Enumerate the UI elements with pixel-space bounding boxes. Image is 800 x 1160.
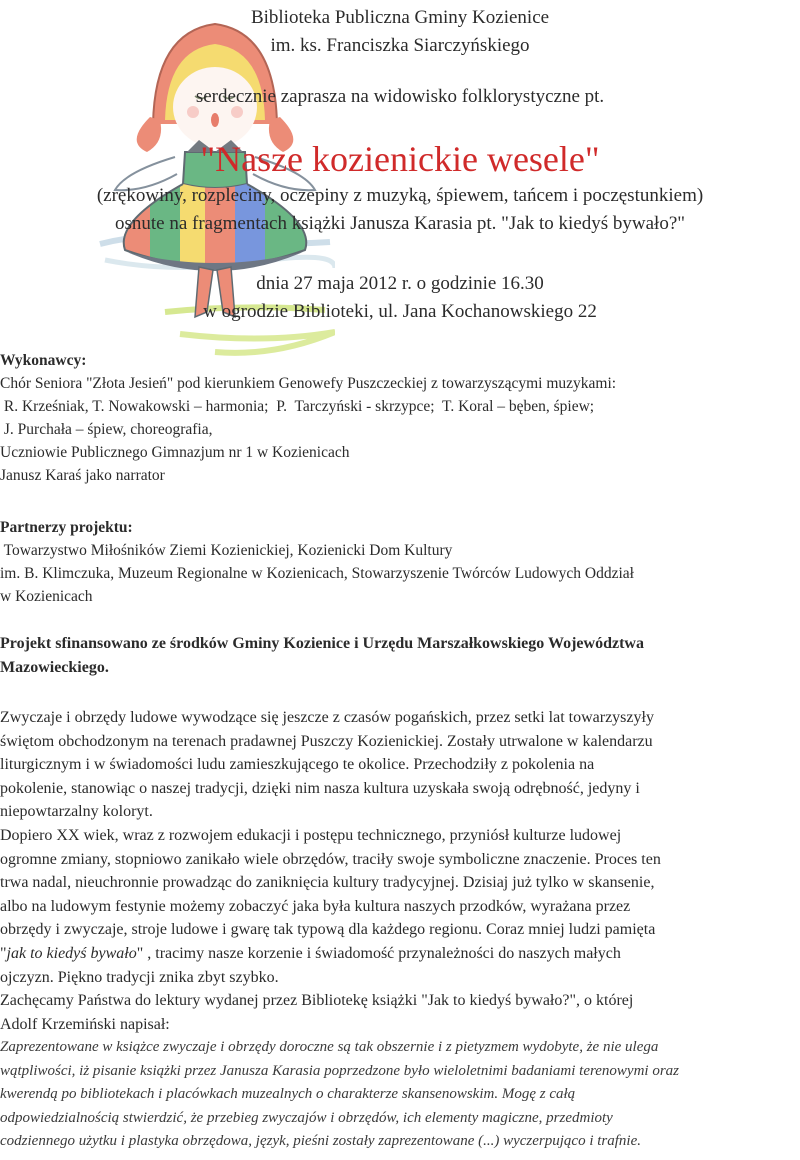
essay-section — [0, 706, 800, 1154]
partners-heading: Partnerzy projektu: — [0, 519, 133, 536]
essay-line-rest: " , tracimy nasze korzenie i świadomość przynależności do naszych małych — [136, 944, 621, 962]
essay-line: pokolenie, stanowiąc o naszej tradycji, dzięki nim nasza kultura uzyskała swoją odrębność, jedyny i — [0, 779, 640, 797]
quote-line: codziennego użytku i plastyka obrzędowa, język, pieśni zostały zaprezentowane (...) wyczerpująco i trafnie. — [0, 1133, 642, 1150]
event-subtitle-line: (zrękowiny, rozpleciny, oczepiny z muzyką, śpiewem, tańcem i poczęstunkiem) — [96, 185, 704, 206]
quote-mark: " — [0, 944, 7, 962]
essay-line: świętom obchodzonym na terenach pradawnej Puszczy Kozienickiej. Zostały utrwalone w kalendarzu — [0, 732, 653, 750]
essay-line: Zwyczaje i obrzędy ludowe wywodzące się jeszcze z czasów pogańskich, przez setki lat towarzyszyły — [0, 709, 654, 726]
essay-line-with-quote — [0, 942, 800, 966]
event-date: dnia 27 maja 2012 r. o godzinie 16.30 — [256, 273, 544, 294]
quote-line: Zaprezentowane w książce zwyczaje i obrzędy doroczne są tak obszernie i z pietyzmem wydobyte, że nie ulega — [0, 1039, 659, 1056]
essay-line: niepowtarzalny koloryt. — [0, 803, 153, 821]
event-subtitle-line: osnute na fragmentach książki Janusza Karasia pt. "Jak to kiedyś bywało?" — [114, 213, 686, 234]
performers-line: Chór Seniora "Złota Jesień" pod kierunkiem Genowefy Puszczeckiej z towarzyszącymi muzykami: — [0, 375, 617, 392]
review-quote — [0, 1036, 800, 1154]
quote-line: kwerendą po bibliotekach i placówkach muzealnych o charakterze skansenowskim. Mogę z całą — [0, 1086, 576, 1103]
book-title-italic: jak to kiedyś bywało — [6, 944, 137, 962]
performers-line: R. Krześniak, T. Nowakowski – harmonia; P. Tarczyński - skrzypce; T. Koral – bęben, śpiew; — [0, 398, 595, 415]
event-subtitle — [0, 182, 800, 238]
event-when-where — [0, 270, 800, 326]
partners-line: Towarzystwo Miłośników Ziemi Kozienickiej, Kozienicki Dom Kultury — [0, 542, 453, 559]
performers-heading: Wykonawcy: — [0, 352, 87, 369]
essay-line: obrzędy i zwyczaje, stroje ludowe i gwarę tak typową dla każdego regionu. Coraz mniej ludzi pamięta — [0, 921, 656, 939]
quote-line: odpowiedzialnością stwierdzić, że przebieg zwyczajów i obrzędów, ich elementy magiczne, przedmioty — [0, 1109, 613, 1126]
event-title: "Nasze kozienickie wesele" — [200, 139, 600, 179]
essay-line: albo na ludowym festynie możemy zobaczyć jaka była kultura naszych przodków, wyrażana przez — [0, 897, 631, 915]
funding-line: Mazowieckiego. — [0, 658, 109, 676]
funding-statement — [0, 632, 800, 679]
essay-line: liturgicznym i w świadomości ludu zamieszkującego te okolice. Przechodziły z pokolenia na — [0, 756, 595, 774]
performers-line: J. Purchała – śpiew, choreografia, — [0, 421, 213, 438]
partners-line: im. B. Klimczuka, Muzeum Regionalne w Kozienicach, Stowarzyszenie Twórców Ludowych Oddział — [0, 565, 634, 582]
essay-line: Zachęcamy Państwa do lektury wydanej przez Bibliotekę książki "Jak to kiedyś bywało?", o której — [0, 992, 634, 1010]
essay-line: Dopiero XX wiek, wraz z rozwojem edukacji i postępu technicznego, przyniósł kulturze ludowej — [0, 826, 622, 844]
invitation-text: serdecznie zaprasza na widowisko folklorystyczne pt. — [195, 86, 605, 107]
essay-line: ogromne zmiany, stopniowo zanikało wiele obrzędów, traciły swoje symboliczne znaczenie. Proces ten — [0, 850, 661, 868]
funding-line: Projekt sfinansowano ze środków Gminy Kozienice i Urzędu Marszałkowskiego Województwa — [0, 635, 644, 652]
library-patron: im. ks. Franciszka Siarczyńskiego — [270, 35, 530, 56]
library-name: Biblioteka Publiczna Gminy Kozienice — [250, 7, 550, 28]
performers-line: Janusz Karaś jako narrator — [0, 467, 165, 484]
performers-section — [0, 349, 800, 487]
quote-line: wątpliwości, iż pisanie książki przez Janusza Karasia poprzedzone było wieloletnimi badaniami terenowymi oraz — [0, 1062, 680, 1079]
library-header — [0, 4, 800, 60]
essay-line: Adolf Krzemiński napisał: — [0, 1015, 170, 1033]
partners-section — [0, 516, 800, 608]
essay-line: trwa nadal, nieuchronnie prowadząc do zaniknięcia kultury tradycyjnej. Dzisiaj już tylko w skansenie, — [0, 874, 655, 892]
performers-line: Uczniowie Publicznego Gimnazjum nr 1 w Kozienicach — [0, 444, 350, 461]
event-place: w ogrodzie Biblioteki, ul. Jana Kochanowskiego 22 — [203, 301, 597, 322]
essay-line: ojczyzn. Piękno tradycji znika zbyt szybko. — [0, 968, 279, 986]
partners-line: w Kozienicach — [0, 588, 93, 605]
